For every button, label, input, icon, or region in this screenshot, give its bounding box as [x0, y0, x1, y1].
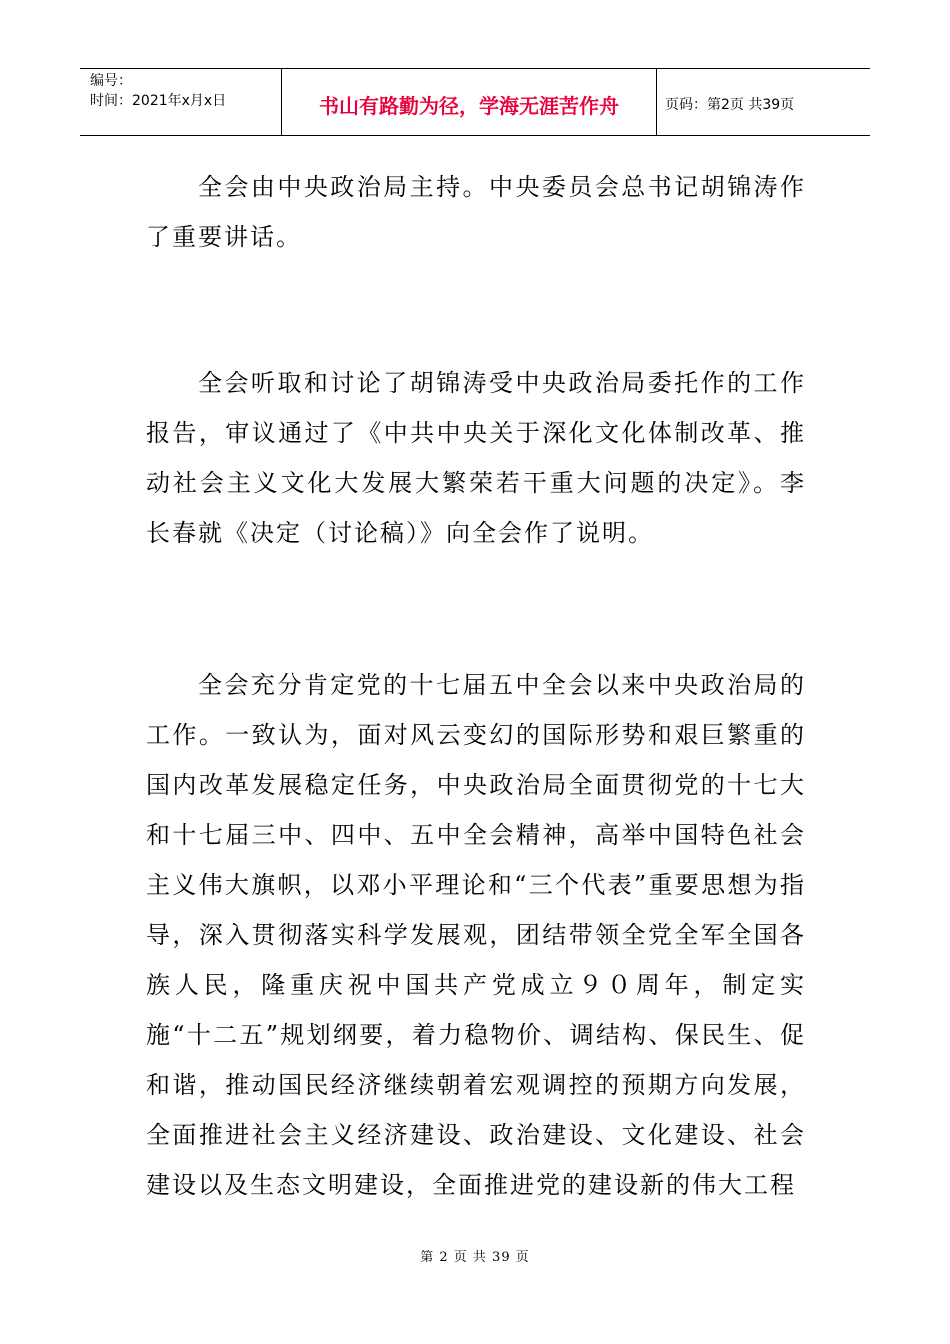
header-page-code: 页码：第2页 共39页 — [665, 97, 795, 113]
page-footer: 第 2 页 共 39 页 — [420, 1250, 530, 1265]
body-paragraph-3: 全会充分肯定党的十七届五中全会以来中央政治局的工作。一致认为，面对风云变幻的国际形势和艰巨繁重的国内改革发展稳定任务，中央政治局全面贯彻党的十七大和十七届三中、四中、五中全会精神，高举中国特色社会主义伟大旗帜，以邓小平理论和“三个代表”重要思想为指导，深入贯彻落实科学发展观，团结带领全党全军全国各族人民，隆重庆祝中国共产党成立９０周年，制定实施“十二五”规划纲要，着力稳物价、调结构、保民生、促和谐，推动国民经济继续朝着宏观调控的预期方向发展，全面推进社会主义经济建设、政治建设、文化建设、社会建设以及生态文明建设，全面推进党的建设新的伟大工程 — [146, 671, 806, 1199]
document-header — [80, 68, 870, 136]
header-motto: 书山有路勤为径，学海无涯苦作舟 — [282, 69, 657, 135]
document-number-label: 编号： — [90, 73, 132, 89]
body-paragraph-2: 全会听取和讨论了胡锦涛受中央政治局委托作的工作报告，审议通过了《中共中央关于深化文化体制改革、推动社会主义文化大发展大繁荣若干重大问题的决定》。李长春就《决定（讨论稿）》向全会作了说明。 — [146, 369, 806, 547]
body-paragraph-1: 全会由中央政治局主持。中央委员会总书记胡锦涛作了重要讲话。 — [146, 173, 806, 251]
header-meta-cell — [80, 69, 282, 135]
document-time-label: 时间：2021年x月x日 — [90, 93, 227, 109]
